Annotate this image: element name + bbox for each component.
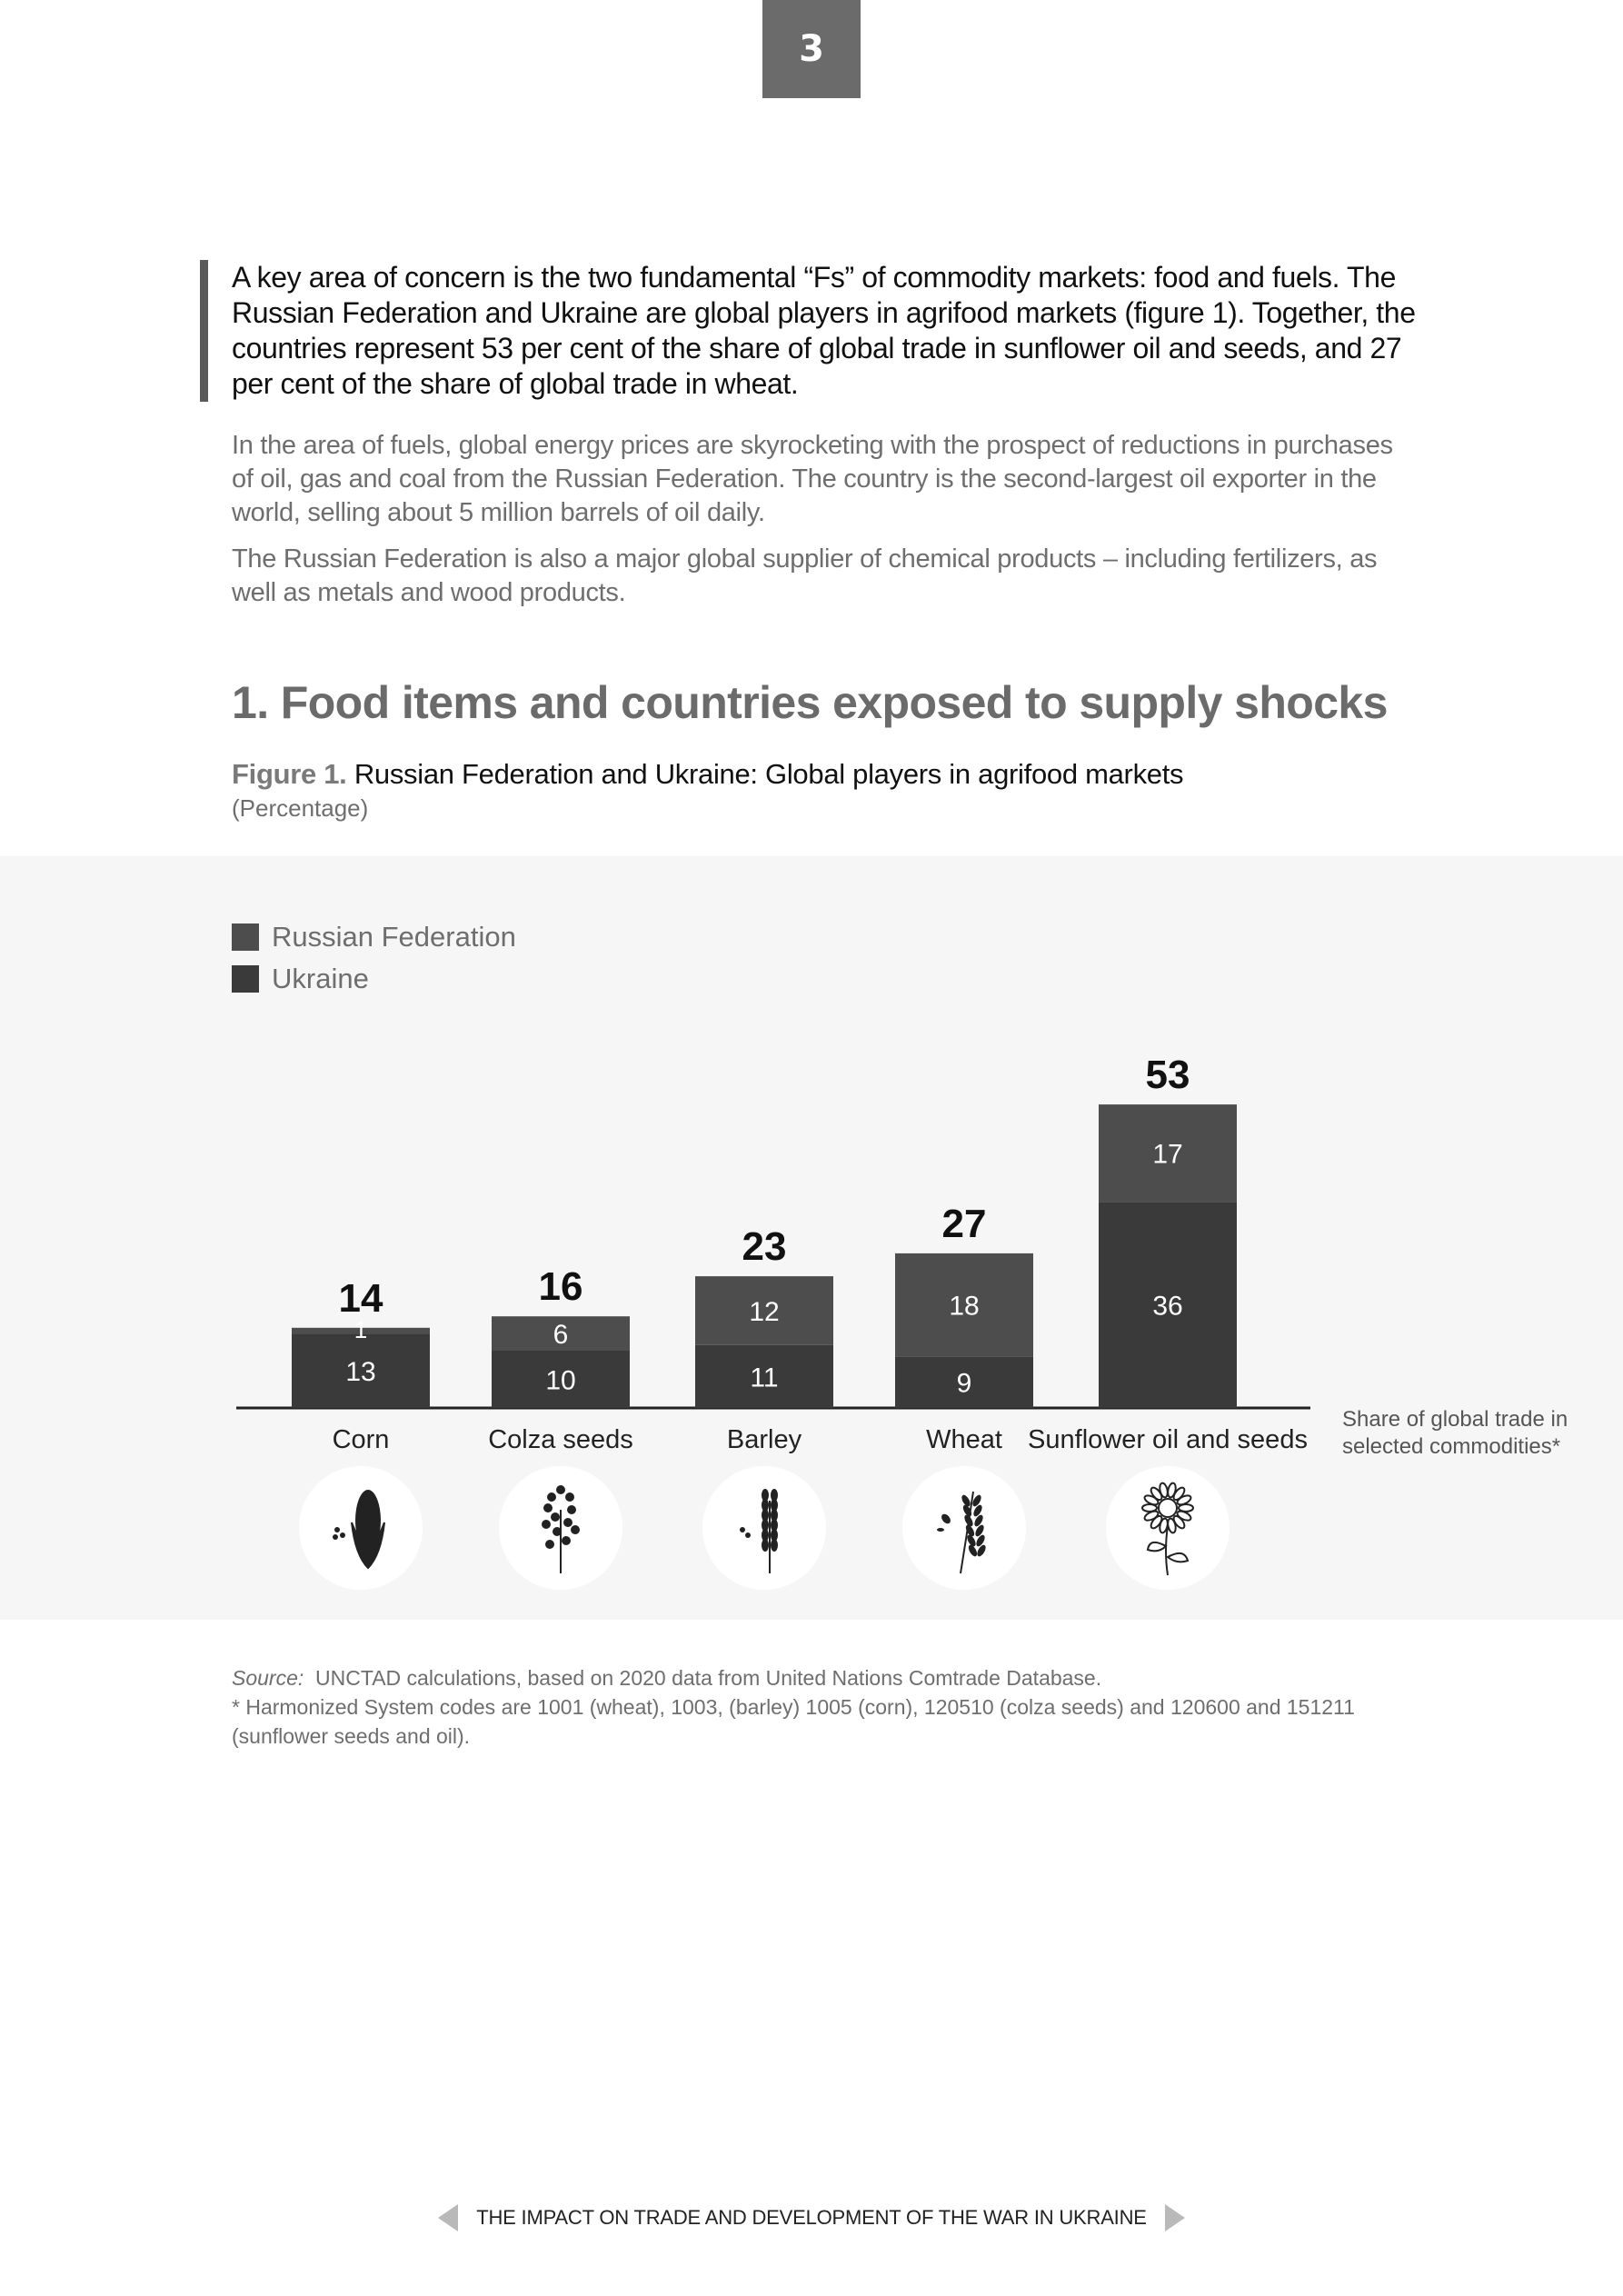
total-label-wheat: 27	[941, 1201, 987, 1246]
legend-label-ukraine: Ukraine	[272, 963, 369, 994]
figure-caption	[232, 758, 1413, 791]
category-label-barley: Barley	[726, 1425, 802, 1454]
category-label-wheat: Wheat	[926, 1425, 1002, 1454]
value-label-russian-federation-barley: 12	[749, 1296, 780, 1327]
bar-chart	[0, 856, 1623, 1620]
category-label-sunflower-oil-and-seeds: Sunflower oil and seeds	[1028, 1425, 1308, 1454]
source-label: Source:	[232, 1666, 304, 1690]
icon-circle-wheat	[902, 1466, 1026, 1590]
value-label-russian-federation-sunflower-oil-and-seeds: 17	[1152, 1139, 1183, 1170]
previous-page-arrow-icon[interactable]	[438, 2204, 458, 2231]
source-note: * Harmonized System codes are 1001 (wheat), 1003, (barley) 1005 (corn), 120510 (colza seeds) and 120600 and 151211 (sunflower seeds and oil).	[232, 1695, 1355, 1748]
value-label-ukraine-sunflower-oil-and-seeds: 36	[1152, 1291, 1183, 1322]
figure-label: Figure 1.	[232, 758, 347, 790]
page-footer	[0, 2200, 1623, 2236]
value-label-ukraine-wheat: 9	[956, 1368, 972, 1399]
value-label-russian-federation-colza-seeds: 6	[553, 1320, 569, 1351]
value-label-ukraine-barley: 11	[750, 1363, 779, 1393]
value-label-ukraine-corn: 13	[345, 1357, 376, 1388]
figure-unit: (Percentage)	[232, 794, 369, 822]
x-axis-label-line-2: selected commodities*	[1342, 1434, 1561, 1459]
figure-title: Russian Federation and Ukraine: Global players in agrifood markets	[353, 758, 1184, 790]
value-label-russian-federation-corn: 1	[353, 1315, 368, 1343]
total-label-corn: 14	[338, 1275, 383, 1321]
page-number: 3	[762, 0, 861, 98]
chart-panel	[0, 856, 1623, 1620]
total-label-barley: 23	[742, 1224, 787, 1270]
figure-source	[232, 1663, 1413, 1751]
section-heading: 1. Food items and countries exposed to supply shocks	[232, 677, 1388, 728]
legend-label-russian-federation: Russian Federation	[272, 921, 516, 953]
value-label-ukraine-colza-seeds: 10	[545, 1365, 576, 1396]
category-label-corn: Corn	[332, 1425, 390, 1454]
x-axis-label-line-1: Share of global trade in	[1342, 1407, 1568, 1432]
next-page-arrow-icon[interactable]	[1165, 2204, 1185, 2231]
category-label-colza-seeds: Colza seeds	[488, 1425, 633, 1454]
lead-paragraph: A key area of concern is the two fundamental “Fs” of commodity markets: food and fuels. The Russian Federation and Ukraine are global players in agrifood markets (figure 1). Together, the countries represent 53 per cent of the share of global trade in sunflower oil and seeds, and 27 per cent of the share of global trade in wheat.	[200, 260, 1418, 402]
body-paragraph-fuels: In the area of fuels, global energy prices are skyrocketing with the prospect of reductions in purchases of oil, gas and coal from the Russian Federation. The country is the second-largest oil exporter in the world, selling about 5 million barrels of oil daily.	[232, 431, 1393, 527]
body-paragraph-chemicals: The Russian Federation is also a major global supplier of chemical products – including fertilizers, as well as metals and wood products.	[232, 544, 1378, 607]
total-label-sunflower-oil-and-seeds: 53	[1145, 1053, 1190, 1098]
total-label-colza-seeds: 16	[538, 1264, 583, 1310]
source-text: UNCTAD calculations, based on 2020 data from United Nations Comtrade Database.	[315, 1666, 1102, 1690]
footer-title: THE IMPACT ON TRADE AND DEVELOPMENT OF THE WAR IN UKRAINE	[476, 2206, 1147, 2229]
value-label-russian-federation-wheat: 18	[949, 1291, 980, 1322]
